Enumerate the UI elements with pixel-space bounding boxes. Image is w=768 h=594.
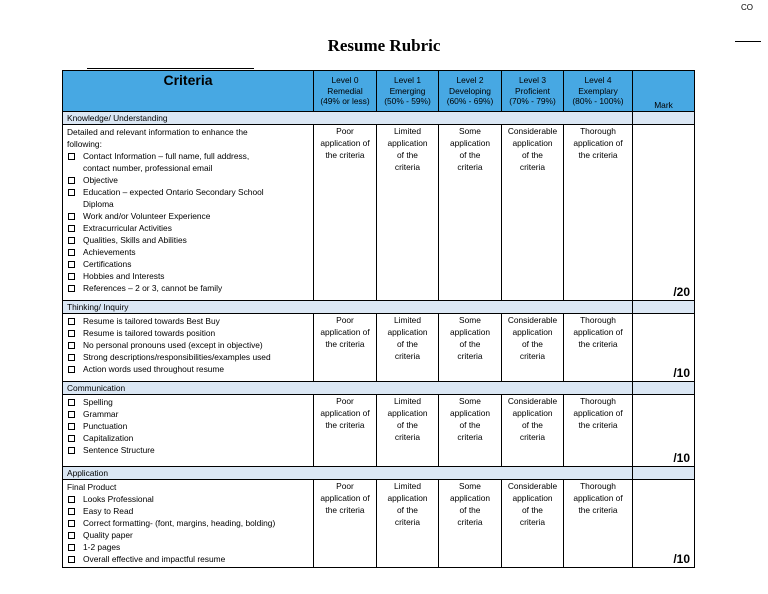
checkbox-icon	[68, 318, 75, 325]
criteria-item-text: Action words used throughout resume	[83, 364, 225, 374]
descriptor-line: Poor	[336, 126, 354, 136]
descriptor-line: application	[387, 493, 428, 503]
level-1-descriptor	[377, 314, 439, 382]
checkbox-icon	[68, 447, 75, 454]
descriptor-line: of the	[459, 150, 481, 160]
descriptor-line: criteria	[519, 162, 546, 172]
descriptor-line: application	[512, 327, 553, 337]
criteria-intro: following:	[67, 139, 102, 149]
criteria-item	[67, 396, 313, 408]
criteria-item-text: Correct formatting- (font, margins, heading, bolding)	[83, 518, 276, 528]
criteria-item	[67, 270, 313, 282]
criteria-item-text: Hobbies and Interests	[83, 271, 165, 281]
checkbox-icon	[68, 330, 75, 337]
criteria-item	[67, 432, 313, 444]
level-3-descriptor	[502, 480, 564, 568]
criteria-item	[67, 222, 313, 234]
criteria-item	[67, 210, 313, 222]
criteria-item	[67, 234, 313, 246]
mark-total: /20	[673, 285, 690, 299]
level-4-descriptor	[564, 125, 633, 301]
criteria-cell	[63, 395, 314, 467]
level-3-descriptor	[502, 395, 564, 467]
level-4-descriptor	[564, 314, 633, 382]
descriptor-line: of the	[459, 339, 481, 349]
header-row	[63, 71, 695, 112]
criteria-item	[67, 174, 313, 186]
descriptor-line: application	[449, 408, 491, 418]
criteria-item-text: Spelling	[83, 397, 113, 407]
criteria-item-text: Capitalization	[83, 433, 134, 443]
criteria-item-text: Quality paper	[83, 530, 133, 540]
checkbox-icon	[68, 435, 75, 442]
criteria-item-text: Overall effective and impactful resume	[83, 554, 226, 564]
criteria-cell	[63, 314, 314, 382]
descriptor-line: criteria	[394, 517, 421, 527]
section-header-row	[63, 301, 695, 314]
level-3-header: Level 3 Proficient (70% - 79%)	[502, 71, 564, 112]
checkbox-icon	[68, 342, 75, 349]
descriptor-line: Limited	[394, 396, 421, 406]
descriptor-line: application of	[573, 408, 623, 418]
descriptor-line: application	[512, 493, 553, 503]
section-body-row	[63, 314, 695, 382]
mark-total: /10	[673, 451, 690, 465]
descriptor-line: the criteria	[325, 505, 365, 515]
checkbox-icon	[68, 544, 75, 551]
descriptor-line: application of	[320, 408, 370, 418]
criteria-item	[67, 541, 313, 553]
section-mark-spacer	[633, 301, 695, 314]
checkbox-icon	[68, 496, 75, 503]
criteria-item	[67, 282, 313, 294]
criteria-item	[67, 315, 313, 327]
section-header-row	[63, 467, 695, 480]
criteria-item-text: Punctuation	[83, 421, 128, 431]
descriptor-line: Considerable	[507, 126, 558, 136]
level-3-descriptor	[502, 125, 564, 301]
section-title: Thinking/ Inquiry	[63, 301, 633, 314]
section-body-row	[63, 395, 695, 467]
checkbox-icon	[68, 225, 75, 232]
descriptor-line: of the	[397, 339, 418, 349]
section-header-row	[63, 112, 695, 125]
section-title: Knowledge/ Understanding	[63, 112, 633, 125]
descriptor-line: of the	[522, 339, 543, 349]
criteria-item-text: Qualities, Skills and Abilities	[83, 235, 187, 245]
descriptor-line: application of	[573, 138, 623, 148]
criteria-item-text: contact number, professional email	[83, 163, 213, 173]
level-2-descriptor	[439, 480, 502, 568]
level-1-descriptor	[377, 395, 439, 467]
mark-cell	[633, 125, 695, 301]
rubric-table	[62, 70, 695, 568]
descriptor-line: criteria	[394, 432, 421, 442]
descriptor-line: of the	[397, 420, 418, 430]
level-1-descriptor	[377, 480, 439, 568]
descriptor-line: criteria	[457, 432, 483, 442]
descriptor-line: Limited	[394, 481, 421, 491]
name-line	[87, 68, 254, 69]
criteria-item	[67, 327, 313, 339]
descriptor-line: Limited	[394, 315, 421, 325]
section-header-row	[63, 382, 695, 395]
criteria-item	[67, 420, 313, 432]
level-0-descriptor	[314, 480, 377, 568]
criteria-item	[67, 363, 313, 375]
descriptor-line: Some	[459, 126, 481, 136]
criteria-cell	[63, 480, 314, 568]
level-0-descriptor	[314, 314, 377, 382]
descriptor-line: application of	[320, 138, 370, 148]
criteria-intro: Final Product	[67, 482, 117, 492]
checkbox-icon	[68, 261, 75, 268]
mark-header: Mark	[633, 71, 695, 112]
level-0-header: Level 0 Remedial (49% or less)	[314, 71, 377, 112]
criteria-list	[67, 315, 313, 375]
checkbox-icon	[68, 520, 75, 527]
descriptor-line: application	[512, 408, 553, 418]
descriptor-line: application of	[320, 493, 370, 503]
criteria-item-text: Achievements	[83, 247, 136, 257]
criteria-item-text: 1-2 pages	[83, 542, 121, 552]
mark-total: /10	[673, 552, 690, 566]
descriptor-line: criteria	[394, 162, 421, 172]
section-body-row	[63, 125, 695, 301]
descriptor-line: application	[449, 327, 491, 337]
descriptor-line: the criteria	[578, 339, 618, 349]
checkbox-icon	[68, 189, 75, 196]
descriptor-line: application	[449, 493, 491, 503]
section-title: Application	[63, 467, 633, 480]
checkbox-icon	[68, 213, 75, 220]
descriptor-line: the criteria	[578, 420, 618, 430]
criteria-item-text: Extracurricular Activities	[83, 223, 172, 233]
descriptor-line: application	[512, 138, 553, 148]
descriptor-line: Thorough	[580, 481, 616, 491]
descriptor-line: Some	[459, 481, 481, 491]
descriptor-line: Considerable	[507, 315, 558, 325]
mark-cell	[633, 314, 695, 382]
criteria-item-text: Resume is tailored towards Best Buy	[83, 316, 220, 326]
descriptor-line: criteria	[519, 432, 546, 442]
level-2-descriptor	[439, 314, 502, 382]
criteria-item	[67, 529, 313, 541]
descriptor-line: Considerable	[507, 481, 558, 491]
checkbox-icon	[68, 273, 75, 280]
descriptor-line: criteria	[519, 517, 546, 527]
descriptor-line: the criteria	[578, 150, 618, 160]
descriptor-line: Some	[459, 396, 481, 406]
checkbox-icon	[68, 249, 75, 256]
descriptor-line: of the	[522, 505, 543, 515]
descriptor-line: of the	[397, 505, 418, 515]
criteria-item-text: Strong descriptions/responsibilities/examples used	[83, 352, 271, 362]
mark-cell	[633, 480, 695, 568]
criteria-item	[67, 517, 313, 529]
descriptor-line: application of	[573, 327, 623, 337]
checkbox-icon	[68, 285, 75, 292]
criteria-item	[67, 553, 313, 565]
criteria-item-text: Education – expected Ontario Secondary School	[83, 187, 264, 197]
section-mark-spacer	[633, 467, 695, 480]
descriptor-line: of the	[522, 150, 543, 160]
section-title: Communication	[63, 382, 633, 395]
criteria-item-text: Sentence Structure	[83, 445, 155, 455]
descriptor-line: application of	[320, 327, 370, 337]
criteria-item	[67, 246, 313, 258]
section-body-row	[63, 480, 695, 568]
descriptor-line: Considerable	[507, 396, 558, 406]
checkbox-icon	[68, 177, 75, 184]
level-1-descriptor	[377, 125, 439, 301]
descriptor-line: Thorough	[580, 315, 616, 325]
criteria-item-text: Diploma	[83, 199, 114, 209]
section-mark-spacer	[633, 382, 695, 395]
criteria-item	[67, 339, 313, 351]
criteria-item-text: Grammar	[83, 409, 119, 419]
descriptor-line: the criteria	[325, 420, 365, 430]
criteria-item	[67, 258, 313, 270]
criteria-list	[67, 493, 313, 565]
descriptor-line: of the	[397, 150, 418, 160]
mark-total: /10	[673, 366, 690, 380]
descriptor-line: criteria	[457, 162, 483, 172]
criteria-intro: Detailed and relevant information to enhance the	[67, 127, 248, 137]
page-title: Resume Rubric	[327, 36, 441, 55]
descriptor-line: criteria	[457, 351, 483, 361]
descriptor-line: of the	[459, 420, 481, 430]
section-mark-spacer	[633, 112, 695, 125]
criteria-item-text: Resume is tailored towards position	[83, 328, 216, 338]
descriptor-line: application of	[573, 493, 623, 503]
checkbox-icon	[68, 399, 75, 406]
descriptor-line: criteria	[519, 351, 546, 361]
criteria-item	[67, 505, 313, 517]
level-2-header: Level 2 Developing (60% - 69%)	[439, 71, 502, 112]
descriptor-line: application	[387, 327, 428, 337]
level-2-descriptor	[439, 125, 502, 301]
descriptor-line: Some	[459, 315, 481, 325]
criteria-list	[67, 396, 313, 456]
level-4-header: Level 4 Exemplary (80% - 100%)	[564, 71, 633, 112]
descriptor-line: Limited	[394, 126, 421, 136]
criteria-item-text: Certifications	[83, 259, 132, 269]
checkbox-icon	[68, 366, 75, 373]
descriptor-line: criteria	[394, 351, 421, 361]
checkbox-icon	[68, 237, 75, 244]
descriptor-line: of the	[459, 505, 481, 515]
descriptor-line: application	[449, 138, 491, 148]
criteria-item	[67, 408, 313, 420]
mark-cell	[633, 395, 695, 467]
level-0-descriptor	[314, 125, 377, 301]
criteria-item-text: Contact Information – full name, full address,	[83, 151, 250, 161]
criteria-cell	[63, 125, 314, 301]
criteria-item	[67, 186, 313, 210]
checkbox-icon	[68, 508, 75, 515]
descriptor-line: Poor	[336, 481, 354, 491]
checkbox-icon	[68, 411, 75, 418]
checkbox-icon	[68, 423, 75, 430]
descriptor-line: Thorough	[580, 396, 616, 406]
criteria-item-text: Work and/or Volunteer Experience	[83, 211, 211, 221]
descriptor-line: Thorough	[580, 126, 616, 136]
descriptor-line: Poor	[336, 396, 354, 406]
checkbox-icon	[68, 153, 75, 160]
criteria-item-text: Easy to Read	[83, 506, 134, 516]
descriptor-line: application	[387, 138, 428, 148]
descriptor-line: of the	[522, 420, 543, 430]
descriptor-line: the criteria	[325, 150, 365, 160]
level-2-descriptor	[439, 395, 502, 467]
criteria-header: Criteria	[63, 71, 314, 112]
corner-text: CO	[741, 3, 753, 12]
criteria-item-text: No personal pronouns used (except in objective)	[83, 340, 263, 350]
criteria-item	[67, 351, 313, 363]
level-1-header: Level 1 Emerging (50% - 59%)	[377, 71, 439, 112]
descriptor-line: the criteria	[578, 505, 618, 515]
criteria-item-text: Objective	[83, 175, 118, 185]
descriptor-line: Poor	[336, 315, 354, 325]
level-3-descriptor	[502, 314, 564, 382]
level-4-descriptor	[564, 395, 633, 467]
descriptor-line: criteria	[457, 517, 483, 527]
descriptor-line: application	[387, 408, 428, 418]
checkbox-icon	[68, 556, 75, 563]
criteria-list	[67, 150, 313, 294]
criteria-item	[67, 150, 313, 174]
checkbox-icon	[68, 532, 75, 539]
criteria-item	[67, 444, 313, 456]
level-0-descriptor	[314, 395, 377, 467]
checkbox-icon	[68, 354, 75, 361]
criteria-item	[67, 493, 313, 505]
level-4-descriptor	[564, 480, 633, 568]
criteria-item-text: References – 2 or 3, cannot be family	[83, 283, 223, 293]
criteria-item-text: Looks Professional	[83, 494, 154, 504]
descriptor-line: the criteria	[325, 339, 365, 349]
